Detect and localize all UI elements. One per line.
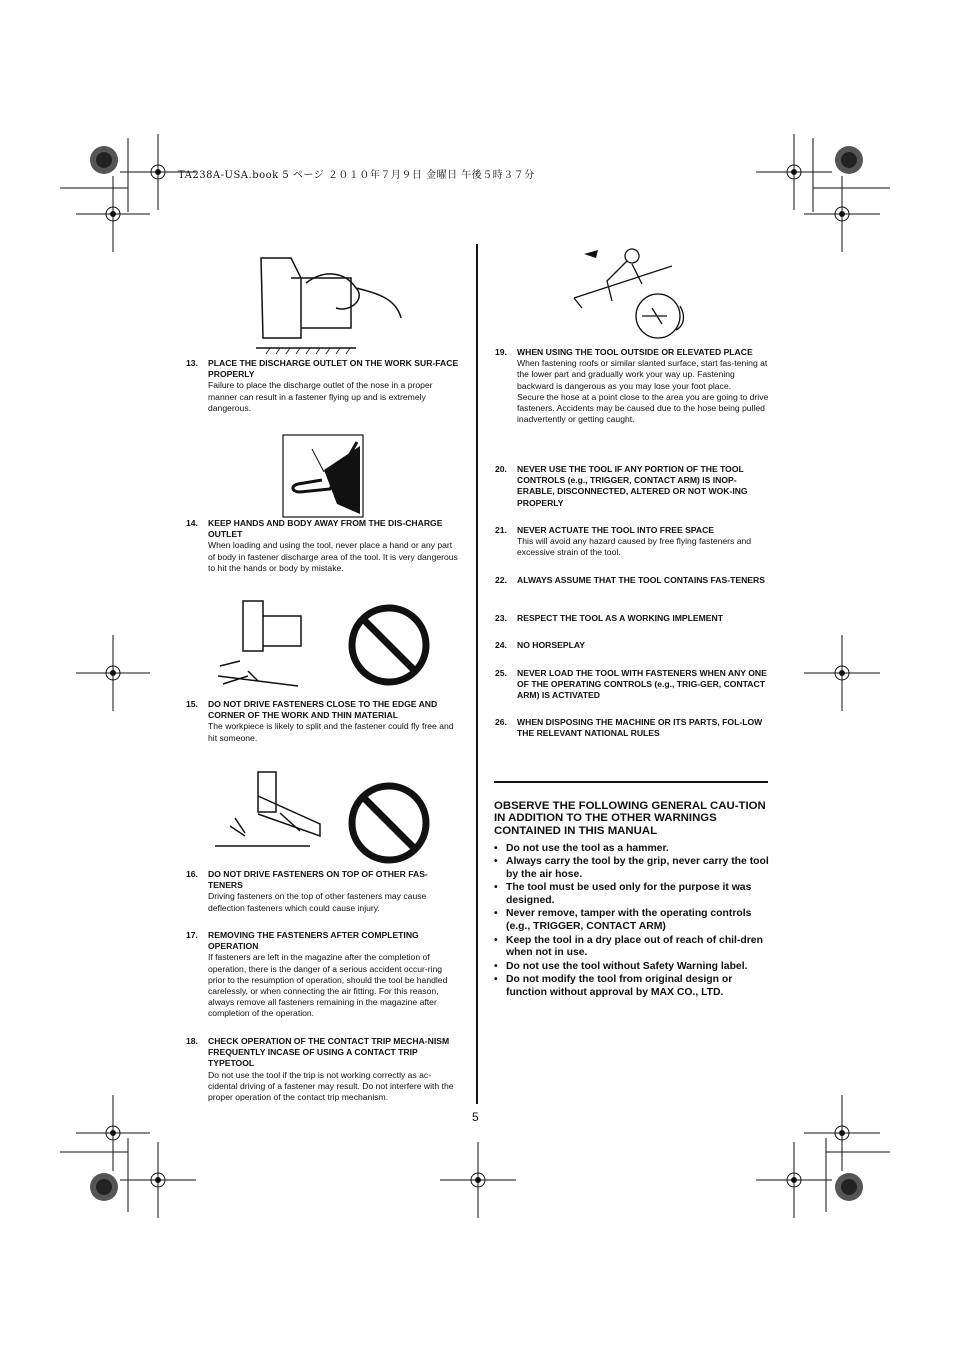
list-item: 20. NEVER USE THE TOOL IF ANY PORTION OF THE TOOL CONTROLS (e.g., TRIGGER, CONTACT ARM) IS INOP-ERABLE, DISCONNECTED, ALTERED OR NOT WOK-ING PROPERLY bbox=[495, 464, 748, 508]
hand-warning-illustration bbox=[282, 434, 364, 518]
list-item: • Never remove, tamper with the operating controls (e.g., TRIGGER, CONTACT ARM) bbox=[494, 908, 774, 934]
list-item: 25. NEVER LOAD THE TOOL WITH FASTENERS WHEN ANY ONE OF THE OPERATING CONTROLS (e.g., TRIG-GER, CONTACT ARM) IS ACTIVATED bbox=[495, 668, 767, 701]
list-item: 17. REMOVING THE FASTENERS AFTER COMPLETING OPERATION If fasteners are left in the magazine after the completion of operation, there is the danger of a serious accident occur-ring prior to the resumption of operation, should the tool be handled carelessly, or when connecting the air fitting. For this reason, always remove all fasteners remaining in the magazine after completion of the operation. bbox=[186, 930, 448, 1019]
list-item: • Always carry the tool by the grip, never carry the tool by the air hose. bbox=[494, 856, 774, 882]
list-item: 21. NEVER ACTUATE THE TOOL INTO FREE SPACE This will avoid any hazard caused by free flying fasteners and excessive strain of the tool. bbox=[495, 525, 752, 558]
edge-driving-illustration bbox=[208, 596, 308, 692]
list-item: 13. PLACE THE DISCHARGE OUTLET ON THE WORK SUR-FACE PROPERLY Failure to place the discharge outlet of the nose in a proper manner can result in a fastener flying up and is extremely dangerous. bbox=[186, 358, 459, 413]
prohibited-sign-1 bbox=[347, 603, 431, 687]
prohibited-sign-2 bbox=[347, 781, 431, 865]
nailer-on-surface-illustration bbox=[236, 248, 416, 358]
list-item: 19. WHEN USING THE TOOL OUTSIDE OR ELEVATED PLACE When fastening roofs or similar slanted surface, start fas-tening at the lower part and gradually work your way up. Fastening backward is dangerous as you may lose your foot place. Secure the hose at a point close to the area you are going to drive fasteners. Accidents may be caused due to the hose being pulled inadvertently or getting caught. bbox=[495, 347, 769, 425]
column-divider bbox=[476, 244, 478, 1104]
list-item: 16. DO NOT DRIVE FASTENERS ON TOP OF OTHER FAS-TENERS Driving fasteners on the top of other fasteners may cause deflection fasteners which could cause injury. bbox=[186, 869, 428, 913]
general-caution-title: OBSERVE THE FOLLOWING GENERAL CAU-TION IN ADDITION TO THE OTHER WARNINGS CONTAINED IN THIS MANUAL bbox=[494, 800, 766, 837]
list-item: 22. ALWAYS ASSUME THAT THE TOOL CONTAINS FAS-TENERS bbox=[495, 575, 765, 585]
list-item: 24. NO HORSEPLAY bbox=[495, 640, 585, 650]
list-item: 14. KEEP HANDS AND BODY AWAY FROM THE DIS-CHARGE OUTLET When loading and using the tool, never place a hand or any part of body in fastener discharge area of the tool. It is very dangerous to hit the hands or body by mistake. bbox=[186, 518, 458, 573]
roof-worker-illustration bbox=[572, 246, 694, 342]
list-item: 26. WHEN DISPOSING THE MACHINE OR ITS PARTS, FOL-LOW THE RELEVANT NATIONAL RULES bbox=[495, 717, 763, 739]
list-item: • Keep the tool in a dry place out of reach of chil-dren when not in use. bbox=[494, 935, 774, 961]
page-number: 5 bbox=[472, 1110, 479, 1124]
list-item: 23. RESPECT THE TOOL AS A WORKING IMPLEMENT bbox=[495, 613, 723, 623]
list-item: • Do not use the tool without Safety Warning label. bbox=[494, 961, 774, 974]
list-item: 15. DO NOT DRIVE FASTENERS CLOSE TO THE EDGE AND CORNER OF THE WORK AND THIN MATERIAL The workpiece is likely to split and the fastener could fly free and hit someone. bbox=[186, 699, 454, 743]
stacked-fasteners-illustration bbox=[210, 768, 324, 864]
list-item: • The tool must be used only for the purpose it was designed. bbox=[494, 882, 774, 908]
general-caution-list bbox=[494, 843, 774, 1000]
list-item: • Do not use the tool as a hammer. bbox=[494, 843, 774, 856]
list-item: • Do not modify the tool from original design or function without approval by MAX CO., LTD. bbox=[494, 974, 774, 1000]
section-rule bbox=[494, 781, 768, 783]
list-item: 18. CHECK OPERATION OF THE CONTACT TRIP MECHA-NISM FREQUENTLY INCASE OF USING A CONTACT TRIP TYPETOOL Do not use the tool if the trip is not working correctly as ac-cidental driving of a fastener may result. Do not interfere with the proper operation of the contact trip mechanism. bbox=[186, 1036, 454, 1103]
page-header: TA238A-USA.book 5 ページ ２０１０年７月９日 金曜日 午後５時３７分 bbox=[178, 170, 535, 181]
